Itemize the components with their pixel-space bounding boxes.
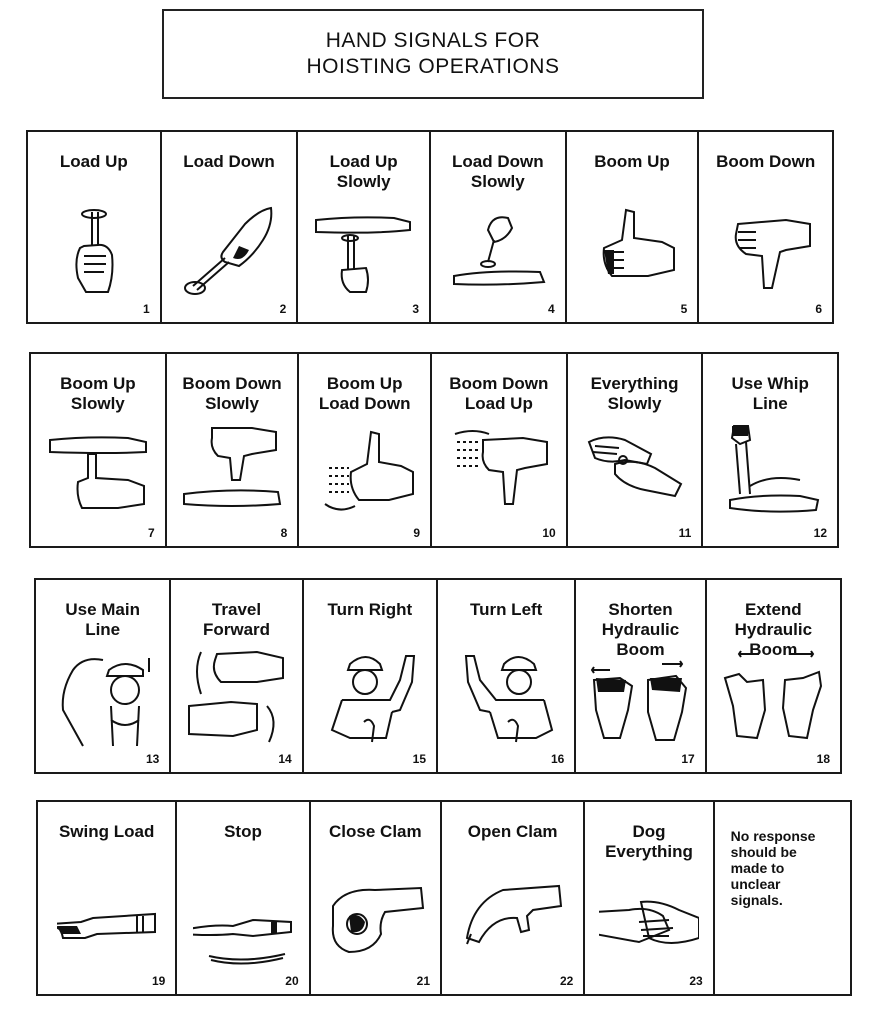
flat-palm-swing-icon (193, 872, 293, 972)
signal-label: Travel Forward (202, 600, 271, 639)
signal-number: 9 (413, 526, 421, 540)
signal-row-4 (36, 800, 852, 996)
signal-number: 7 (147, 526, 155, 540)
signal-cell-everything-slowly (568, 354, 704, 546)
thumb-up-flex-icon (315, 424, 415, 524)
pointing-hand-icon (57, 872, 157, 972)
clasped-hands-icon (599, 872, 699, 972)
title-line-1: HAND SIGNALS FOR (325, 29, 541, 52)
signal-label: Load Up (59, 152, 128, 171)
signal-label: Boom Up Load Down (318, 374, 411, 413)
signal-cell-stop (177, 802, 310, 994)
signal-cell-boom-down (699, 132, 832, 322)
signal-label: Dog Everything (605, 822, 693, 861)
signal-cell-turn-left (438, 580, 576, 772)
signal-cell-boom-up (567, 132, 700, 322)
unclear-signals-note: No response should be made to unclear signals. (730, 828, 816, 908)
signal-cell-boom-up-load-down (299, 354, 432, 546)
signal-row-2 (29, 352, 839, 548)
signal-cell-extend-hydraulic-boom (707, 580, 840, 772)
signal-label: Turn Left (469, 600, 543, 619)
signal-number: 3 (412, 302, 419, 316)
signal-cell-load-up (28, 132, 162, 322)
signal-number: 6 (815, 302, 822, 316)
palm-over-thumb-up-icon (48, 424, 148, 524)
hand-on-helmet-icon (53, 650, 153, 750)
signal-label: Load Down Slowly (452, 152, 544, 191)
open-hand-icon (463, 872, 563, 972)
signal-cell-boom-down-load-up (432, 354, 568, 546)
signal-label: Swing Load (58, 822, 155, 841)
signal-number: 4 (547, 302, 555, 316)
signal-cell-use-whip-line (703, 354, 837, 546)
closed-hand-icon (325, 872, 425, 972)
signal-cell-use-main-line (36, 580, 171, 772)
thumb-up-icon (582, 200, 682, 300)
signal-cell-note (715, 802, 850, 994)
signal-number: 23 (689, 974, 703, 988)
signal-number: 14 (278, 752, 292, 766)
thumb-down-icon (716, 200, 816, 300)
signal-label: Boom Down Slowly (182, 374, 282, 413)
signal-label: Shorten Hydraulic Boom (601, 600, 680, 659)
signal-label: Use Main Line (65, 600, 140, 639)
signal-cell-turn-right (304, 580, 438, 772)
thumb-down-over-palm-icon (182, 424, 282, 524)
signal-label: Close Clam (329, 822, 422, 841)
signal-number: 10 (542, 526, 556, 540)
signal-number: 8 (280, 526, 288, 540)
signal-number: 12 (813, 526, 828, 540)
signal-cell-shorten-hydraulic-boom (576, 580, 706, 772)
signal-number: 22 (559, 974, 574, 988)
signal-label: Load Down (183, 152, 275, 171)
worker-right-arm-up-icon (320, 650, 420, 750)
title-box (162, 9, 704, 99)
title-line-2: HOISTING OPERATIONS (306, 55, 560, 78)
signal-number: 18 (816, 752, 830, 766)
signal-label: Boom Down (716, 152, 816, 171)
thumbs-out-icon (723, 650, 823, 750)
finger-down-circle-icon (179, 200, 279, 300)
signal-row-1 (26, 130, 834, 324)
signal-cell-load-up-slowly (298, 132, 431, 322)
signal-label: Open Clam (467, 822, 558, 841)
signal-number: 21 (416, 974, 431, 988)
signal-number: 2 (279, 302, 287, 316)
signal-number: 13 (145, 752, 160, 766)
signal-label: Stop (224, 822, 262, 841)
signal-cell-load-down-slowly (431, 132, 567, 322)
finger-up-circle-icon (44, 200, 144, 300)
signal-cell-open-clam (442, 802, 585, 994)
signal-number: 15 (412, 752, 426, 766)
signal-number: 19 (151, 974, 166, 988)
signal-number: 5 (680, 302, 688, 316)
signal-label: Everything Slowly (590, 374, 679, 413)
fist-elbow-icon (720, 424, 820, 524)
signal-number: 11 (678, 526, 692, 540)
signal-label: Boom Up (594, 152, 670, 171)
worker-left-arm-up-icon (456, 650, 556, 750)
signal-label: Extend Hydraulic Boom (734, 600, 813, 659)
signal-cell-boom-down-slowly (167, 354, 300, 546)
rolling-fists-icon (187, 650, 287, 750)
signal-number: 17 (681, 752, 695, 766)
thumbs-in-icon (590, 650, 690, 750)
two-hands-icon (585, 424, 685, 524)
signal-cell-boom-up-slowly (31, 354, 167, 546)
signal-cell-travel-forward (171, 580, 303, 772)
finger-down-over-palm-icon (448, 200, 548, 300)
signal-cell-dog-everything (585, 802, 714, 994)
palm-over-finger-icon (314, 200, 414, 300)
signal-label: Boom Down Load Up (449, 374, 549, 413)
signal-label: Load Up Slowly (329, 152, 398, 191)
signal-label: Turn Right (327, 600, 413, 619)
signal-number: 20 (285, 974, 299, 988)
signal-cell-close-clam (311, 802, 442, 994)
signal-row-3 (34, 578, 842, 774)
signal-cell-load-down (162, 132, 299, 322)
signal-label: Boom Up Slowly (60, 374, 136, 413)
signal-number: 1 (142, 302, 150, 316)
signal-number: 16 (550, 752, 565, 766)
signal-cell-swing-load (38, 802, 177, 994)
signal-label: Use Whip Line (731, 374, 809, 413)
thumb-down-flex-icon (449, 424, 549, 524)
